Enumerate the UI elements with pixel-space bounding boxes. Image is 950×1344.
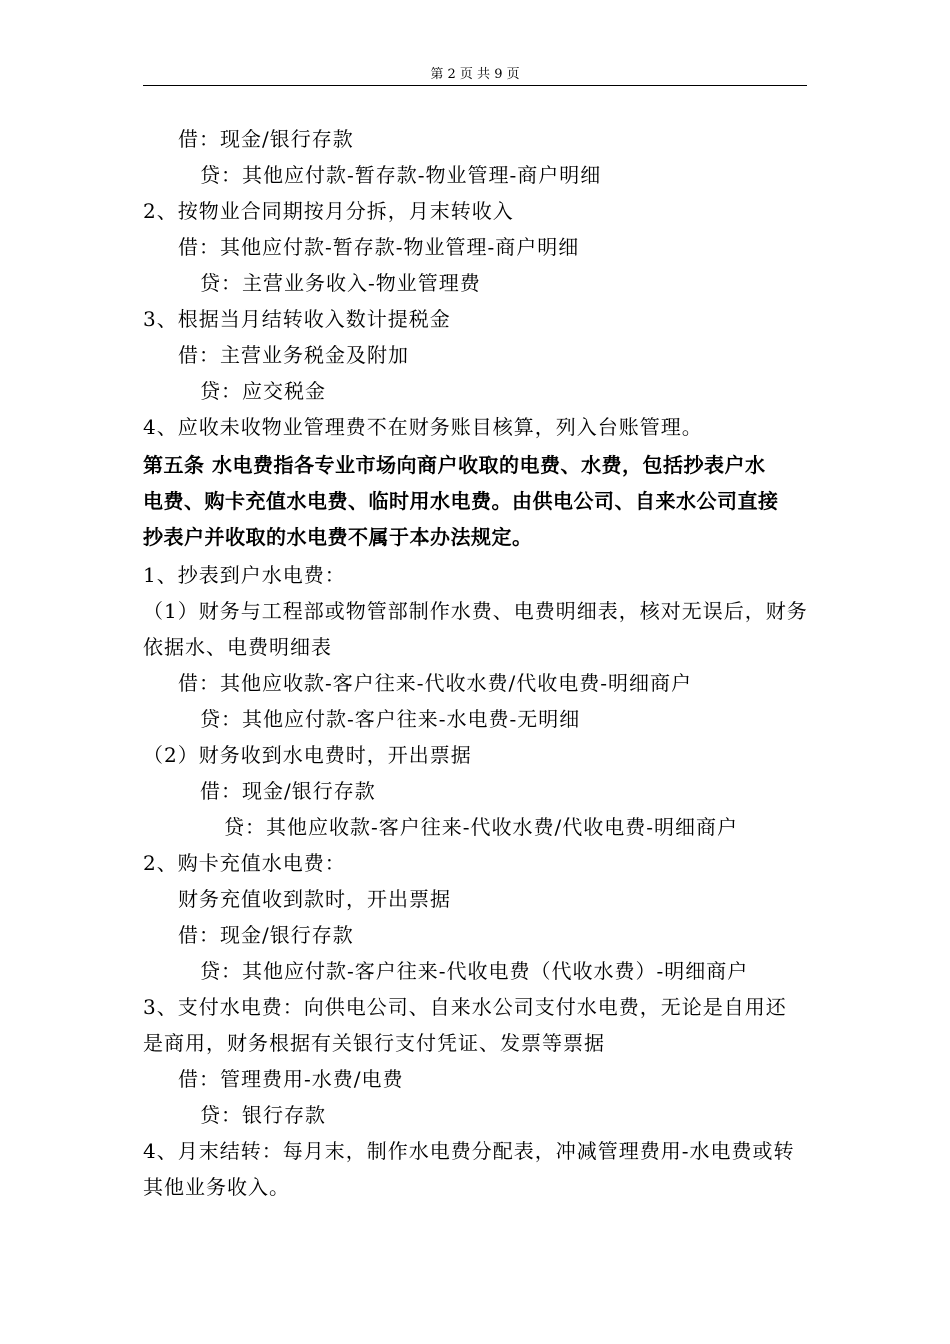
list-item: 3、根据当月结转收入数计提税金 [143,307,451,331]
page-indicator: 第 2 页 共 9 页 [430,67,520,82]
list-item: 2、按物业合同期按月分拆，月末转收入 [143,199,514,223]
sub-item: （1）财务与工程部或物管部制作水费、电费明细表，核对无误后，财务 [143,599,808,623]
entry-credit: 贷：主营业务收入-物业管理费 [200,271,481,295]
list-item: 1、抄表到户水电费： [143,563,346,587]
entry-debit: 借：现金/银行存款 [178,127,354,151]
entry-debit: 借：其他应付款-暂存款-物业管理-商户明细 [178,235,580,259]
entry-credit: 贷：其他应付款-客户往来-代收电费（代收水费）-明细商户 [200,959,749,983]
entry-credit: 贷：应交税金 [200,379,326,403]
entry-debit: 借：主营业务税金及附加 [178,343,409,367]
list-item: 3、支付水电费：向供电公司、自来水公司支付水电费，无论是自用还 [143,995,787,1019]
entry-credit: 贷：其他应付款-客户往来-水电费-无明细 [200,707,581,731]
sub-item-continued: 依据水、电费明细表 [143,635,332,659]
entry-debit: 借：其他应收款-客户往来-代收水费/代收电费-明细商户 [178,671,693,695]
sub-item: （2）财务收到水电费时，开出票据 [143,743,472,767]
article-heading: 第五条 水电费指各专业市场向商户收取的电费、水费，包括抄表户水 [143,453,766,477]
entry-credit: 贷：其他应付款-暂存款-物业管理-商户明细 [200,163,602,187]
paragraph: 财务充值收到款时，开出票据 [178,887,451,911]
article-text: 抄表户并收取的水电费不属于本办法规定。 [143,525,533,549]
list-item: 4、应收未收物业管理费不在财务账目核算，列入台账管理。 [143,415,703,439]
entry-debit: 借：现金/银行存款 [178,923,354,947]
list-item-continued: 其他业务收入。 [143,1175,290,1199]
list-item: 2、购卡充值水电费： [143,851,346,875]
article-text: 电费、购卡充值水电费、临时用水电费。由供电公司、自来水公司直接 [143,489,779,513]
entry-debit: 借：现金/银行存款 [200,779,376,803]
entry-credit: 贷：其他应收款-客户往来-代收水费/代收电费-明细商户 [224,815,739,839]
list-item-continued: 是商用，财务根据有关银行支付凭证、发票等票据 [143,1031,605,1055]
entry-debit: 借：管理费用-水费/电费 [178,1067,404,1091]
header-divider [143,85,807,86]
entry-credit: 贷：银行存款 [200,1103,326,1127]
list-item: 4、月末结转：每月末，制作水电费分配表，冲减管理费用-水电费或转 [143,1139,795,1163]
